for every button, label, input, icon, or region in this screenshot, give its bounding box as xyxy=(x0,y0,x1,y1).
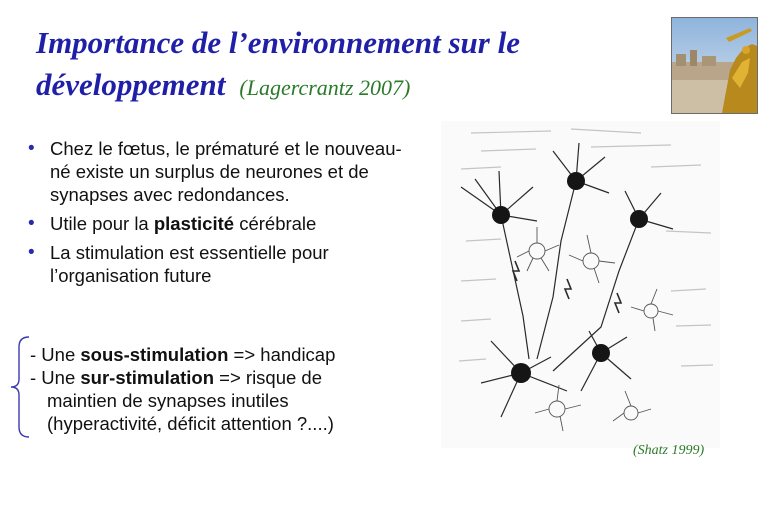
sub-text-after: => risque de xyxy=(214,367,323,388)
neuron-illustration xyxy=(441,121,720,448)
sub-point-sur-stimulation xyxy=(30,366,430,389)
bullet-marker: • xyxy=(28,242,35,263)
figure-caption: (Shatz 1999) xyxy=(633,443,705,458)
slide-title xyxy=(36,22,646,109)
sub-point-continuation: (hyperactivité, déficit attention ?....) xyxy=(47,413,334,434)
sub-text-bold: sur-stimulation xyxy=(80,367,215,388)
sub-point-continuation: maintien de synapses inutiles xyxy=(47,390,289,411)
neuron-drawing xyxy=(441,121,720,448)
title-citation: (Lagercrantz 2007) xyxy=(239,75,411,100)
bullet-item-stimulation xyxy=(28,241,408,287)
bullet-text: La stimulation est essentielle pour l’organisation future xyxy=(50,242,329,286)
sub-text-before: - Une xyxy=(30,367,81,388)
city-photo-image xyxy=(671,17,758,114)
bullet-list xyxy=(28,137,408,293)
bullet-item-plasticite xyxy=(28,212,408,235)
bullet-marker: • xyxy=(28,213,35,234)
sub-text-before: - Une xyxy=(30,344,81,365)
bullet-text-after: cérébrale xyxy=(234,213,317,234)
sub-text-bold: sous-stimulation xyxy=(80,344,229,365)
bullet-marker: • xyxy=(28,138,35,159)
bullet-text: Chez le fœtus, le prématuré et le nouveau-né existe un surplus de neurones et de synapses avec redondances. xyxy=(50,138,402,205)
bullet-text-before: Utile pour la xyxy=(50,213,154,234)
city-photo-graphic xyxy=(672,18,757,113)
title-line-1: Importance de l’environnement sur le xyxy=(36,25,520,60)
title-line-2-text: développement xyxy=(36,67,226,102)
sub-point-sous-stimulation xyxy=(30,343,430,366)
bullet-text-bold: plasticité xyxy=(153,213,235,234)
sub-text-after: => handicap xyxy=(228,344,336,365)
sub-points xyxy=(30,343,430,435)
bullet-item-surplus xyxy=(28,137,408,206)
title-line-2 xyxy=(36,64,646,109)
